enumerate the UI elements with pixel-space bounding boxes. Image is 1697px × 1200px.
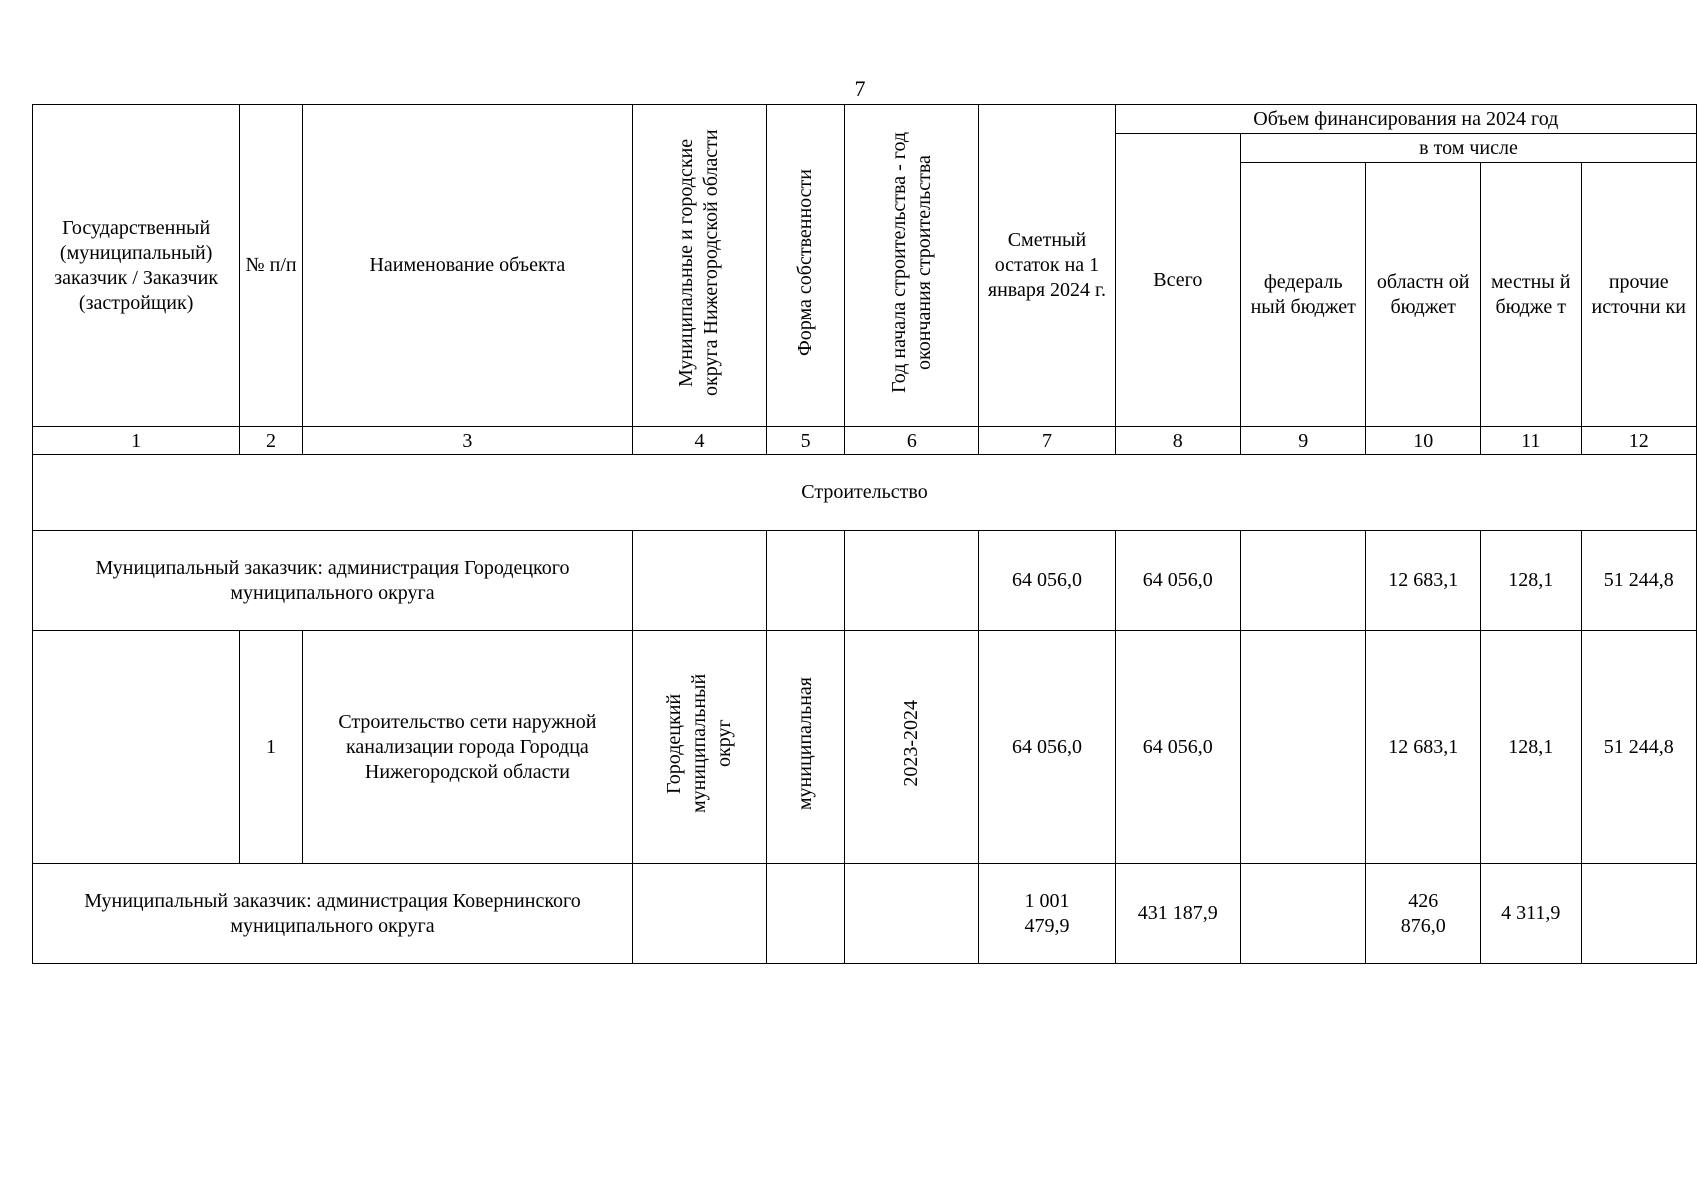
header-ownership <box>766 105 844 427</box>
header-federal: федераль ный бюджет <box>1241 163 1366 427</box>
row-federal <box>1241 631 1366 864</box>
row-federal <box>1241 531 1366 631</box>
column-number: 7 <box>979 427 1115 455</box>
row-regional <box>1366 864 1480 964</box>
row-customer <box>33 631 240 864</box>
row-local: 4 311,9 <box>1480 864 1581 964</box>
row-ownership <box>766 531 844 631</box>
row-years-text: 2023-2024 <box>900 700 923 787</box>
row-total: 64 056,0 <box>1115 631 1240 864</box>
section-title: Строительство <box>33 455 1697 531</box>
table-row <box>33 631 1697 864</box>
row-federal <box>1241 864 1366 964</box>
row-municipality <box>632 864 766 964</box>
row-ownership <box>766 864 844 964</box>
header-object-name: Наименование объекта <box>302 105 632 427</box>
header-including: в том числе <box>1241 134 1697 163</box>
column-number: 11 <box>1480 427 1581 455</box>
header-years <box>845 105 979 427</box>
row-ownership-text: муниципальная <box>794 676 817 811</box>
row-municipality-text: Городецкий муниципальный округ <box>662 673 735 814</box>
column-number: 2 <box>240 427 302 455</box>
row-number: 1 <box>240 631 302 864</box>
header-years-text: Год начала строительства - год окончания строительства <box>887 131 935 393</box>
header-row-1 <box>33 105 1697 134</box>
row-years <box>845 864 979 964</box>
row-customer: Муниципальный заказчик: администрация Ковернинского муниципального округа <box>33 864 633 964</box>
header-municipality-text: Муниципальные и городские округа Нижегородской области <box>675 128 723 396</box>
row-object-name: Строительство сети наружной канализации города Городца Нижегородской области <box>302 631 632 864</box>
header-regional: областн ой бюджет <box>1366 163 1480 427</box>
table-row <box>33 864 1697 964</box>
row-years <box>845 531 979 631</box>
header-ownership-text: Форма собственности <box>794 168 817 356</box>
column-number: 8 <box>1115 427 1240 455</box>
header-financing-group: Объем финансирования на 2024 год <box>1115 105 1696 134</box>
page-number: 7 <box>854 76 866 101</box>
column-number: 5 <box>766 427 844 455</box>
column-number: 3 <box>302 427 632 455</box>
financing-table <box>32 104 1697 964</box>
row-regional-text: 426 876,0 <box>1400 889 1446 937</box>
row-customer: Муниципальный заказчик: администрация Городецкого муниципального округа <box>33 531 633 631</box>
column-number: 12 <box>1581 427 1697 455</box>
section-row <box>33 455 1697 531</box>
row-ownership <box>766 631 844 864</box>
row-estimated-balance: 64 056,0 <box>979 531 1115 631</box>
row-estimated-balance: 64 056,0 <box>979 631 1115 864</box>
header-number: № п/п <box>240 105 302 427</box>
row-estimated-balance <box>979 864 1115 964</box>
row-regional: 12 683,1 <box>1366 631 1480 864</box>
column-number: 4 <box>632 427 766 455</box>
header-estimated-balance: Сметный остаток на 1 января 2024 г. <box>979 105 1115 427</box>
header-customer: Государственный (муниципальный) заказчик / Заказчик (застройщик) <box>33 105 240 427</box>
row-municipality <box>632 631 766 864</box>
row-other: 51 244,8 <box>1581 631 1697 864</box>
row-regional: 12 683,1 <box>1366 531 1480 631</box>
column-number: 9 <box>1241 427 1366 455</box>
row-other: 51 244,8 <box>1581 531 1697 631</box>
row-estimated-balance-text: 1 001 479,9 <box>1024 889 1070 937</box>
row-total: 431 187,9 <box>1115 864 1240 964</box>
row-local: 128,1 <box>1480 531 1581 631</box>
row-other <box>1581 864 1697 964</box>
header-municipality <box>632 105 766 427</box>
row-local: 128,1 <box>1480 631 1581 864</box>
column-number: 6 <box>845 427 979 455</box>
column-number-row <box>33 427 1697 455</box>
header-total: Всего <box>1115 134 1240 427</box>
row-municipality <box>632 531 766 631</box>
column-number: 1 <box>33 427 240 455</box>
row-years <box>845 631 979 864</box>
header-other: прочие источни ки <box>1581 163 1697 427</box>
header-local: местны й бюдже т <box>1480 163 1581 427</box>
column-number: 10 <box>1366 427 1480 455</box>
table-row <box>33 531 1697 631</box>
row-total: 64 056,0 <box>1115 531 1240 631</box>
